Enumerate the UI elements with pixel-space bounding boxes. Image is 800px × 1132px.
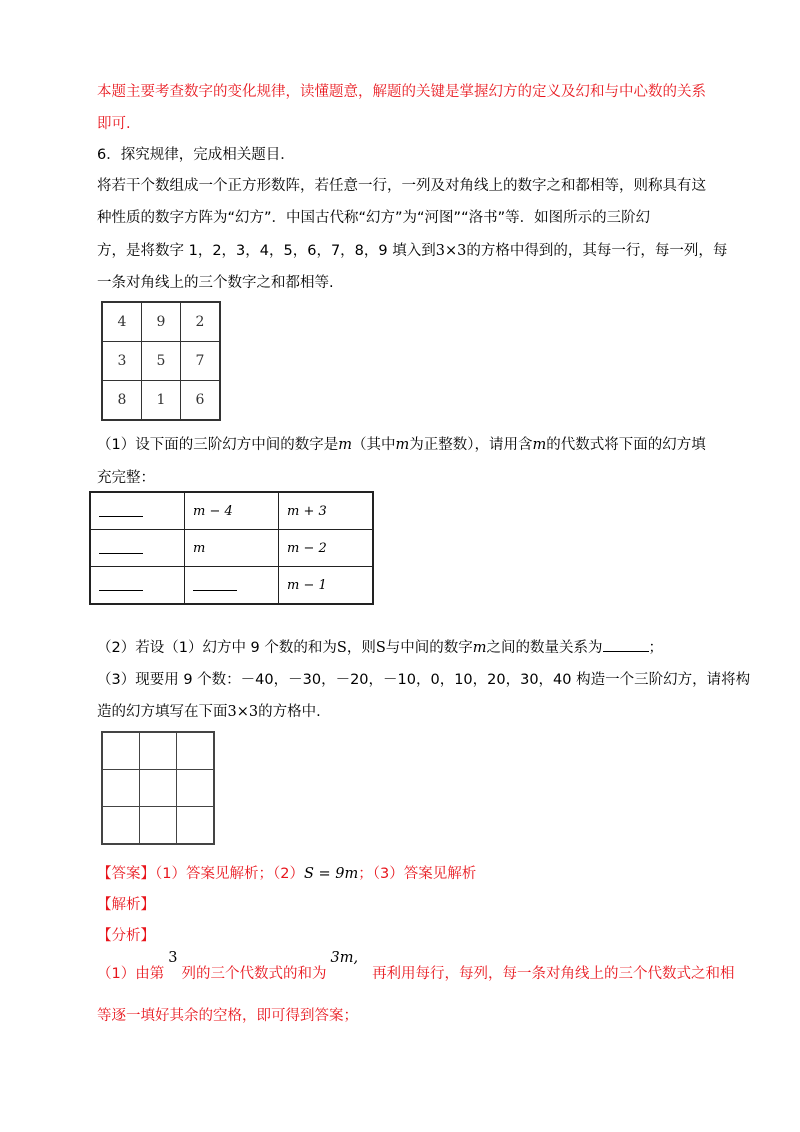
table-row — [102, 807, 214, 845]
magic-cell: 3 — [102, 342, 142, 381]
table-row — [90, 567, 373, 605]
q1-var-m: m — [338, 437, 352, 453]
magic-cell: 1 — [142, 381, 181, 421]
intro-line-3 — [97, 239, 727, 260]
fill-cell — [90, 567, 185, 605]
empty-grid — [101, 731, 215, 845]
grid-cell — [140, 732, 177, 770]
q2-var-s: S — [375, 640, 386, 656]
q1-text-b: （其中 — [351, 437, 396, 453]
intro-line-3-text-a: 方，是将数字 1，2，3，4，5，6，7，8，9 填入到 — [97, 243, 436, 259]
q1-var-m: m — [395, 437, 410, 453]
fenxi-line-2: 等逐一填好其余的空格，即可得到答案； — [97, 1008, 358, 1024]
fenxi-tag: 【分析】 — [97, 928, 155, 944]
magic-cell: 9 — [142, 302, 181, 342]
fenxi-sup-3m: 3m, — [330, 950, 359, 966]
q2-text-b: ，则 — [346, 640, 376, 656]
magic-cell: 7 — [181, 342, 221, 381]
table-row — [90, 530, 373, 567]
fenxi-line-1 — [97, 950, 735, 983]
q2-text-c: 与中间的数字 — [385, 640, 473, 656]
q2-text-a: （2）若设（1）幻方中 9 个数的和为 — [97, 640, 337, 656]
intro-line-3-text-b: 的方格中得到的，其每一行，每一列，每 — [466, 243, 728, 259]
q1-text-c: 为正整数），请用含 — [409, 437, 533, 453]
fill-cell-text: m — [193, 540, 206, 556]
fill-cell — [90, 530, 185, 567]
table-row — [102, 302, 220, 342]
q2-var-s: S — [336, 640, 347, 656]
analysis-tag: 【解析】 — [97, 897, 155, 913]
grid-cell — [102, 807, 140, 845]
magic-cell: 4 — [102, 302, 142, 342]
intro-line-1: 将若干个数组成一个正方形数阵，若任意一行，一列及对角线上的数字之和都相等，则称具有这 — [97, 178, 706, 194]
q2-text-d: 之间的数量关系为 — [486, 640, 603, 656]
q3-text-b: 的方格中. — [258, 704, 321, 720]
fenxi-text-b: 列的三个代数式的和为 — [181, 966, 327, 982]
answer-tag: 【答案】 — [97, 866, 155, 882]
answer-text-b: ；（3）答案见解析 — [358, 866, 477, 882]
grid-cell — [177, 770, 215, 807]
fill-cell — [279, 492, 374, 530]
table-row — [102, 770, 214, 807]
answer-text-a: （1）答案见解析；（2） — [155, 866, 304, 882]
intro-line-4: 一条对角线上的三个数字之和都相等. — [97, 275, 334, 291]
magic-cell: 8 — [102, 381, 142, 421]
q3-line-2 — [97, 700, 321, 721]
grid-cell — [177, 732, 215, 770]
note-line-1: 本题主要考查数字的变化规律，读懂题意，解题的关键是掌握幻方的定义及幻和与中心数的关系 — [97, 84, 706, 100]
q3-text-a: 造的幻方填写在下面 — [97, 704, 228, 720]
answer-blank — [99, 502, 143, 517]
answer-blank — [99, 576, 143, 591]
q1-line-2: 充完整： — [97, 470, 155, 486]
magic-square-to-fill — [89, 491, 374, 605]
fill-cell-text: m + 3 — [287, 503, 327, 519]
fill-cell — [185, 567, 279, 605]
fill-cell — [185, 530, 279, 567]
grid-cell — [140, 770, 177, 807]
q3-math: 3×3 — [227, 704, 259, 720]
fill-cell — [279, 567, 374, 605]
q1-text-d: 的代数式将下面的幻方填 — [546, 437, 706, 453]
grid-cell — [102, 770, 140, 807]
fenxi-sup-3: 3 — [168, 950, 178, 966]
fenxi-text-c: 再利用每行，每列，每一条对角线上的三个代数式之和相 — [372, 966, 735, 982]
table-row — [102, 342, 220, 381]
problem-title: 6．探究规律，完成相关题目． — [97, 147, 295, 163]
fill-cell-text: m − 1 — [287, 577, 327, 593]
fenxi-text-a: （1）由第 — [97, 966, 165, 982]
fill-cell — [279, 530, 374, 567]
fill-cell — [90, 492, 185, 530]
q2-var-m: m — [472, 640, 487, 656]
grid-cell — [177, 807, 215, 845]
q1-line-1 — [97, 433, 706, 454]
q1-text-a: （1）设下面的三阶幻方中间的数字是 — [97, 437, 339, 453]
magic-cell: 5 — [142, 342, 181, 381]
answer-blank — [99, 539, 143, 554]
grid-cell — [102, 732, 140, 770]
table-row — [102, 732, 214, 770]
answer-line — [97, 862, 476, 883]
grid-cell — [140, 807, 177, 845]
table-row — [90, 492, 373, 530]
q1-var-m: m — [532, 437, 547, 453]
magic-square-example — [101, 301, 221, 421]
magic-cell: 6 — [181, 381, 221, 421]
fill-cell-text: m − 2 — [287, 540, 327, 556]
magic-cell: 2 — [181, 302, 221, 342]
answer-blank — [193, 576, 237, 591]
table-row — [102, 381, 220, 421]
q3-line-1: （3）现要用 9 个数：－40，－30，－20，－10，0，10，20，30，40 构造一个三阶幻方，请将构 — [97, 672, 751, 688]
answer-blank — [603, 637, 649, 652]
fill-cell-text: m − 4 — [193, 503, 233, 519]
q2-text-e: ； — [648, 640, 664, 656]
note-line-2: 即可. — [97, 116, 131, 132]
fill-cell — [185, 492, 279, 530]
answer-formula: S = 9m — [303, 866, 359, 882]
intro-line-2: 种性质的数字方阵为“幻方”．中国古代称“幻方”为“河图”“洛书”等．如图所示的三阶幻 — [97, 210, 651, 226]
q2-line — [97, 636, 663, 657]
intro-line-3-math: 3×3 — [435, 243, 467, 259]
